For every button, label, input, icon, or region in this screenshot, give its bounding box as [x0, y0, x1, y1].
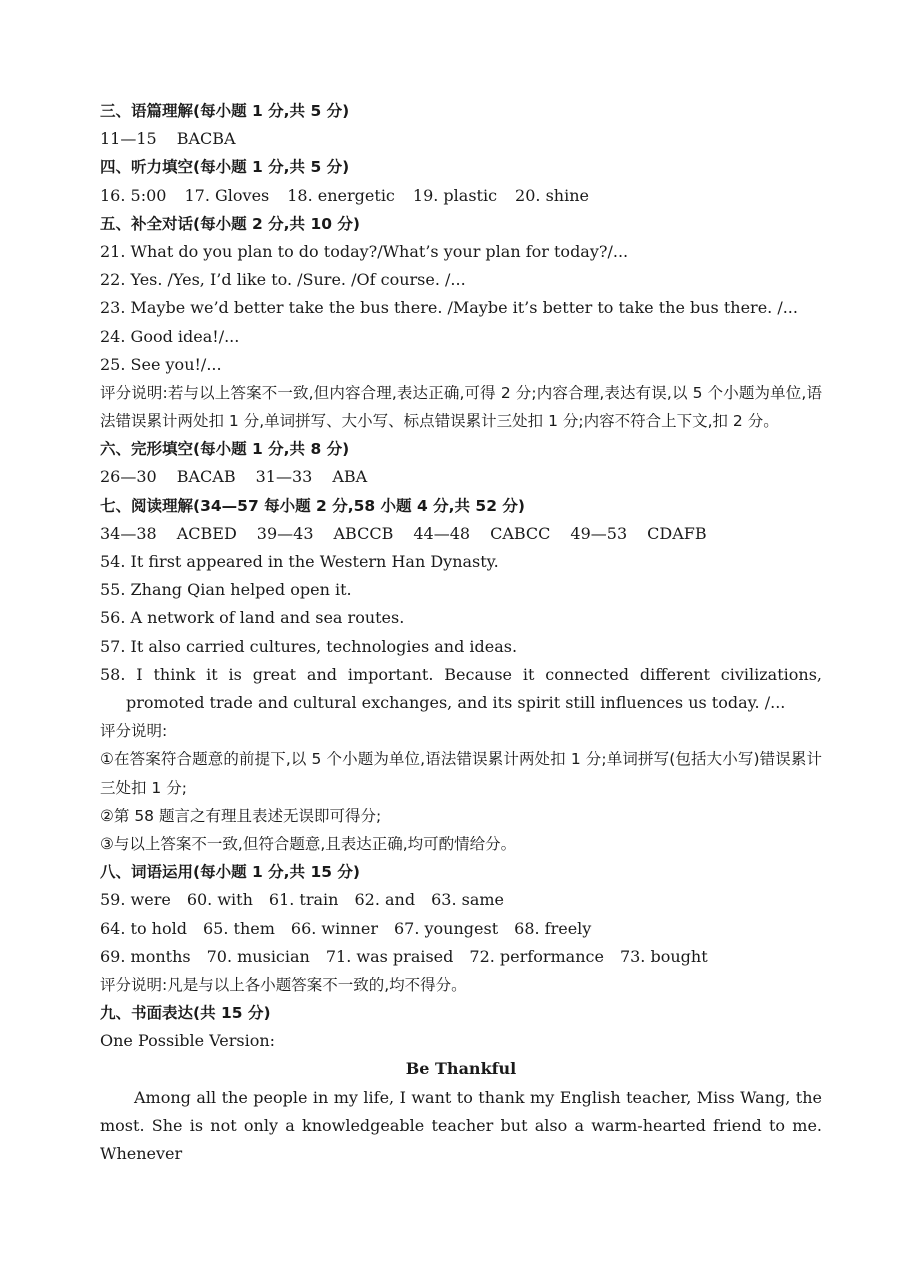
answer-range: 31—33 [255, 467, 313, 487]
section-4-answers [100, 182, 822, 210]
essay-paragraph: Among all the people in my life, I want to thank my English teacher, Miss Wang, the most. She is not only a knowledgeable teacher but also a warm-hearted friend to me. Whenever [100, 1087, 822, 1164]
scoring-note-title: 评分说明: [100, 722, 168, 741]
answer-letters: CDAFB [647, 523, 707, 543]
scoring-note: ③与以上答案不一致,但符合题意,且表达正确,均可酌情给分。 [100, 834, 517, 853]
answer-item: 24. Good idea!/... [100, 326, 240, 346]
answer-item: 20. shine [515, 185, 589, 205]
answer-item: 54. It first appeared in the Western Han Dynasty. [100, 552, 499, 572]
answer-item: 58. I think it is great and important. Because it connected different civilizations, promoted trade and cultural exchanges, and its spirit still influences us today. /... [100, 664, 822, 712]
answer-item: 64. to hold [100, 918, 187, 938]
answer-item: 66. winner [290, 918, 378, 938]
essay-title: Be Thankful [405, 1059, 517, 1079]
answer-item: 57. It also carried cultures, technologies and ideas. [100, 636, 518, 656]
answer-row [100, 943, 822, 971]
answer-item: 18. energetic [287, 185, 395, 205]
answer-item: 72. performance [469, 946, 604, 966]
answer-item: 69. months [100, 946, 191, 966]
scoring-note: ①在答案符合题意的前提下,以 5 个小题为单位,语法错误累计两处扣 1 分;单词拼写(包括大小写)错误累计三处扣 1 分; [100, 750, 822, 797]
section-4-heading: 四、听力填空(每小题 1 分,共 5 分) [100, 158, 350, 177]
answer-item: 21. What do you plan to do today?/What’s your plan for today?/... [100, 241, 629, 261]
section-6-heading: 六、完形填空(每小题 1 分,共 8 分) [100, 440, 350, 459]
answer-item: 17. Gloves [184, 185, 270, 205]
scoring-note: 评分说明:若与以上答案不一致,但内容合理,表达正确,可得 2 分;内容合理,表达有误,以 5 个小题为单位,语法错误累计两处扣 1 分,单词拼写、大小写、标点错误累计三处扣 1 分;内容不符合上下文,扣 2 分。 [100, 383, 822, 431]
answer-item: 71. was praised [325, 946, 454, 966]
answer-range: 34—38 [100, 523, 157, 543]
answer-item: 60. with [186, 890, 253, 910]
answer-range: 44—48 [413, 523, 471, 543]
answer-item: 73. bought [619, 946, 708, 966]
answer-row [100, 915, 822, 943]
answer-range: 11—15 [100, 129, 157, 149]
answer-range: 49—53 [570, 523, 628, 543]
answer-item: 62. and [354, 890, 416, 910]
answer-range: 39—43 [256, 523, 314, 543]
scoring-note: 评分说明:凡是与以上各小题答案不一致的,均不得分。 [100, 975, 467, 994]
answer-letters: ABCCB [333, 523, 394, 543]
answer-item: 61. train [268, 890, 339, 910]
answer-item: 68. freely [514, 918, 592, 938]
answer-item: 23. Maybe we’d better take the bus there. /Maybe it’s better to take the bus there. /... [100, 298, 798, 318]
answer-letters: CABCC [490, 523, 551, 543]
section-6-answers [100, 463, 822, 491]
answer-item: 67. youngest [393, 918, 499, 938]
answer-item: 65. them [202, 918, 275, 938]
answer-item: 25. See you!/... [100, 354, 222, 374]
answer-item: 70. musician [206, 946, 310, 966]
section-5-heading: 五、补全对话(每小题 2 分,共 10 分) [100, 214, 360, 233]
answer-row [100, 886, 822, 914]
answer-item: 63. same [431, 890, 505, 910]
section-3-heading: 三、语篇理解(每小题 1 分,共 5 分) [100, 102, 350, 120]
answer-item: 16. 5:00 [100, 185, 167, 205]
answer-letters: ACBED [176, 523, 237, 543]
answer-letters: BACAB [176, 467, 236, 487]
answer-letters: ABA [332, 467, 368, 487]
essay-intro: One Possible Version: [100, 1031, 276, 1051]
section-9-heading: 九、书面表达(共 15 分) [100, 1004, 271, 1023]
answer-range: 26—30 [100, 467, 157, 487]
section-8-heading: 八、词语运用(每小题 1 分,共 15 分) [100, 863, 360, 882]
answer-item: 56. A network of land and sea routes. [100, 608, 405, 628]
answer-item: 59. were [100, 890, 171, 910]
section-7-heading: 七、阅读理解(34—57 每小题 2 分,58 小题 4 分,共 52 分) [100, 496, 525, 515]
scoring-note: ②第 58 题言之有理且表述无误即可得分; [100, 806, 382, 825]
answer-item: 22. Yes. /Yes, I’d like to. /Sure. /Of course. /... [100, 270, 466, 290]
answer-key-content [100, 97, 822, 1168]
answer-letters: BACBA [176, 129, 236, 149]
section-7-answers [100, 520, 822, 548]
section-3-answers [100, 125, 822, 153]
answer-item: 19. plastic [412, 185, 498, 205]
answer-item: 55. Zhang Qian helped open it. [100, 580, 352, 600]
